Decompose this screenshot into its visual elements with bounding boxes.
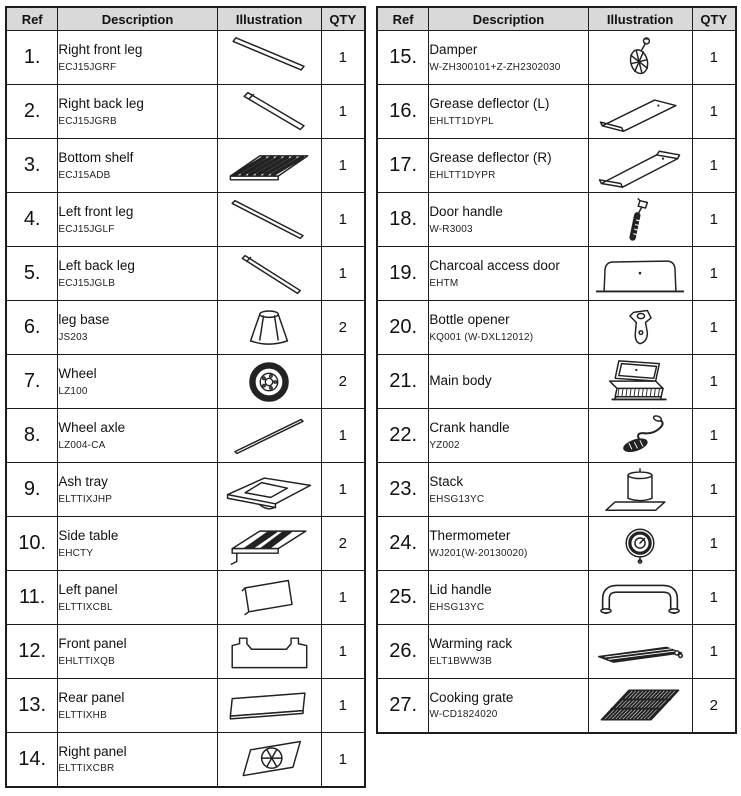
ref-cell: 5. <box>6 247 58 301</box>
table-row <box>6 355 365 409</box>
qty-cell: 1 <box>692 517 736 571</box>
description-cell <box>429 247 588 301</box>
table-body-left <box>6 31 365 787</box>
part-name: Left panel <box>58 582 118 598</box>
qty-cell: 1 <box>692 301 736 355</box>
table-row <box>6 301 365 355</box>
table-row <box>377 409 736 463</box>
table-row <box>6 733 365 787</box>
illustration-cell <box>217 463 321 517</box>
description-cell <box>429 301 588 355</box>
table-row <box>6 139 365 193</box>
description-cell <box>58 679 217 733</box>
illustration-cell <box>217 301 321 355</box>
part-name: Stack <box>429 474 464 490</box>
part-name: Right panel <box>58 744 127 760</box>
ref-cell: 25. <box>377 571 429 625</box>
illustration-cell <box>217 517 321 571</box>
part-name: Grease deflector (L) <box>429 96 550 112</box>
table-row <box>377 517 736 571</box>
part-code: ELTTIXCBR <box>58 763 115 775</box>
bottom-shelf-icon <box>218 142 321 190</box>
ref-cell: 11. <box>6 571 58 625</box>
illustration-cell <box>588 409 692 463</box>
part-code: EHCTY <box>58 547 94 559</box>
description-cell <box>58 139 217 193</box>
right-panel-icon <box>218 735 321 783</box>
table-row <box>6 193 365 247</box>
description-cell <box>429 679 588 733</box>
description-cell <box>58 193 217 247</box>
description-cell <box>58 625 217 679</box>
table-row <box>6 85 365 139</box>
description-cell <box>58 571 217 625</box>
part-code: ECJ15JGLF <box>58 223 115 235</box>
column-header-ref: Ref <box>6 7 58 31</box>
ref-cell: 26. <box>377 625 429 679</box>
illustration-cell <box>588 679 692 733</box>
part-name: Crank handle <box>429 420 510 436</box>
table-row <box>377 463 736 517</box>
qty-cell: 1 <box>321 31 365 85</box>
table-row <box>377 625 736 679</box>
qty-cell: 1 <box>692 139 736 193</box>
description-cell <box>429 517 588 571</box>
column-header-description: Description <box>58 7 217 31</box>
part-code: ECJ15JGRB <box>58 115 117 127</box>
illustration-cell <box>588 193 692 247</box>
illustration-cell <box>588 85 692 139</box>
description-cell <box>429 139 588 193</box>
illustration-cell <box>217 85 321 139</box>
rear-panel-icon <box>218 682 321 730</box>
right-back-leg-icon <box>218 88 321 136</box>
table-row <box>6 625 365 679</box>
table-row <box>6 31 365 85</box>
qty-cell: 1 <box>692 355 736 409</box>
column-header-illustration: Illustration <box>588 7 692 31</box>
crank-handle-icon <box>589 412 692 460</box>
illustration-cell <box>217 733 321 787</box>
table-row <box>6 517 365 571</box>
parts-table-right <box>376 6 737 734</box>
part-name: Left front leg <box>58 204 134 220</box>
qty-cell: 1 <box>692 625 736 679</box>
table-row <box>377 355 736 409</box>
column-header-illustration: Illustration <box>217 7 321 31</box>
qty-cell: 1 <box>321 139 365 193</box>
part-name: Grease deflector (R) <box>429 150 552 166</box>
main-body-icon <box>589 358 692 406</box>
damper-icon <box>589 34 692 82</box>
part-code: EHLTT1DYPR <box>429 169 496 181</box>
part-name: Lid handle <box>429 582 492 598</box>
qty-cell: 1 <box>321 733 365 787</box>
ref-cell: 4. <box>6 193 58 247</box>
qty-cell: 1 <box>692 463 736 517</box>
table-header-left <box>6 7 365 31</box>
cooking-grate-icon <box>589 681 692 729</box>
column-header-ref: Ref <box>377 7 429 31</box>
description-cell <box>429 463 588 517</box>
part-code: EHSG13YC <box>429 601 485 613</box>
illustration-cell <box>217 193 321 247</box>
part-code: LZ100 <box>58 385 88 397</box>
ref-cell: 16. <box>377 85 429 139</box>
ref-cell: 12. <box>6 625 58 679</box>
illustration-cell <box>588 517 692 571</box>
table-row <box>377 571 736 625</box>
description-cell <box>58 733 217 787</box>
ref-cell: 17. <box>377 139 429 193</box>
thermometer-icon <box>589 520 692 568</box>
table-row <box>377 139 736 193</box>
qty-cell: 1 <box>321 463 365 517</box>
ref-cell: 8. <box>6 409 58 463</box>
part-code: ELTTIXCBL <box>58 601 113 613</box>
wheel-icon <box>218 358 321 406</box>
part-code: EHTM <box>429 277 459 289</box>
ref-cell: 18. <box>377 193 429 247</box>
qty-cell: 1 <box>321 625 365 679</box>
door-handle-icon <box>589 196 692 244</box>
part-name: Thermometer <box>429 528 511 544</box>
qty-cell: 1 <box>321 247 365 301</box>
leg-base-icon <box>218 304 321 352</box>
part-name: Front panel <box>58 636 127 652</box>
illustration-cell <box>217 409 321 463</box>
part-code: W-ZH300101+Z-ZH2302030 <box>429 61 561 73</box>
illustration-cell <box>588 31 692 85</box>
part-code: ECJ15JGRF <box>58 61 117 73</box>
part-code: EHLTT1DYPL <box>429 115 494 127</box>
part-name: Warming rack <box>429 636 513 652</box>
description-cell <box>58 517 217 571</box>
part-code: LZ004-CA <box>58 439 106 451</box>
qty-cell: 1 <box>321 571 365 625</box>
part-name: Main body <box>429 373 492 389</box>
part-name: Bottom shelf <box>58 150 134 166</box>
description-cell <box>429 625 588 679</box>
header-row <box>6 7 365 31</box>
ref-cell: 27. <box>377 679 429 733</box>
table-row <box>6 463 365 517</box>
table-row <box>6 571 365 625</box>
illustration-cell <box>217 139 321 193</box>
illustration-cell <box>588 463 692 517</box>
part-name: Left back leg <box>58 258 135 274</box>
part-code: W-R3003 <box>429 223 473 235</box>
part-code: W-CD1824020 <box>429 709 498 721</box>
charcoal-access-door-icon <box>589 250 692 298</box>
grease-deflector-left-icon <box>589 88 692 136</box>
part-name: Ash tray <box>58 474 108 490</box>
ref-cell: 7. <box>6 355 58 409</box>
ash-tray-icon <box>218 466 321 514</box>
part-name: Right front leg <box>58 42 143 58</box>
description-cell <box>58 463 217 517</box>
description-cell <box>58 31 217 85</box>
left-panel-icon <box>218 574 321 622</box>
side-table-icon <box>218 520 321 568</box>
part-name: Bottle opener <box>429 312 510 328</box>
description-cell <box>58 409 217 463</box>
column-header-description: Description <box>429 7 588 31</box>
front-panel-icon <box>218 628 321 676</box>
qty-cell: 1 <box>321 85 365 139</box>
part-code: EHSG13YC <box>429 493 485 505</box>
table-row <box>377 31 736 85</box>
illustration-cell <box>217 571 321 625</box>
illustration-cell <box>588 625 692 679</box>
parts-table-left <box>5 6 366 788</box>
ref-cell: 19. <box>377 247 429 301</box>
ref-cell: 2. <box>6 85 58 139</box>
ref-cell: 23. <box>377 463 429 517</box>
illustration-cell <box>217 247 321 301</box>
wheel-axle-icon <box>218 412 321 460</box>
illustration-cell <box>217 355 321 409</box>
table-row <box>6 679 365 733</box>
qty-cell: 1 <box>321 679 365 733</box>
left-back-leg-icon <box>218 250 321 298</box>
qty-cell: 1 <box>692 31 736 85</box>
qty-cell: 2 <box>321 355 365 409</box>
right-front-leg-icon <box>218 34 321 82</box>
table-row <box>6 247 365 301</box>
part-code: ELT1BWW3B <box>429 655 493 667</box>
part-code: JS203 <box>58 331 88 343</box>
ref-cell: 20. <box>377 301 429 355</box>
part-code: ELTTIXHB <box>58 709 107 721</box>
part-name: Rear panel <box>58 690 125 706</box>
qty-cell: 1 <box>692 193 736 247</box>
table-row <box>6 409 365 463</box>
description-cell <box>58 85 217 139</box>
part-code: ECJ15JGLB <box>58 277 116 289</box>
description-cell <box>58 301 217 355</box>
illustration-cell <box>217 31 321 85</box>
part-name: Right back leg <box>58 96 144 112</box>
column-header-qty: QTY <box>692 7 736 31</box>
illustration-cell <box>588 247 692 301</box>
column-header-qty: QTY <box>321 7 365 31</box>
qty-cell: 1 <box>692 85 736 139</box>
ref-cell: 1. <box>6 31 58 85</box>
table-row <box>377 301 736 355</box>
left-front-leg-icon <box>218 196 321 244</box>
part-code: YZ002 <box>429 439 460 451</box>
qty-cell: 2 <box>321 301 365 355</box>
part-name: Wheel <box>58 366 97 382</box>
part-code: ECJ15ADB <box>58 169 111 181</box>
qty-cell: 1 <box>692 247 736 301</box>
table-row <box>377 247 736 301</box>
part-code: WJ201(W-20130020) <box>429 547 528 559</box>
illustration-cell <box>588 571 692 625</box>
part-name: Cooking grate <box>429 690 514 706</box>
part-name: Side table <box>58 528 119 544</box>
part-name: Damper <box>429 42 478 58</box>
description-cell <box>429 193 588 247</box>
ref-cell: 21. <box>377 355 429 409</box>
stack-icon <box>589 466 692 514</box>
qty-cell: 1 <box>321 193 365 247</box>
ref-cell: 22. <box>377 409 429 463</box>
table-row <box>377 85 736 139</box>
part-name: leg base <box>58 312 110 328</box>
ref-cell: 24. <box>377 517 429 571</box>
illustration-cell <box>588 301 692 355</box>
description-cell <box>429 355 588 409</box>
ref-cell: 10. <box>6 517 58 571</box>
ref-cell: 15. <box>377 31 429 85</box>
description-cell <box>429 571 588 625</box>
part-code: KQ001 (W-DXL12012) <box>429 331 534 343</box>
qty-cell: 2 <box>692 679 736 733</box>
part-name: Wheel axle <box>58 420 126 436</box>
description-cell <box>429 409 588 463</box>
description-cell <box>429 85 588 139</box>
table-header-right <box>377 7 736 31</box>
illustration-cell <box>588 355 692 409</box>
qty-cell: 2 <box>321 517 365 571</box>
illustration-cell <box>217 679 321 733</box>
warming-rack-icon <box>589 628 692 676</box>
ref-cell: 3. <box>6 139 58 193</box>
table-row <box>377 679 736 733</box>
grease-deflector-right-icon <box>589 142 692 190</box>
bottle-opener-icon <box>589 304 692 352</box>
description-cell <box>58 247 217 301</box>
qty-cell: 1 <box>692 571 736 625</box>
illustration-cell <box>588 139 692 193</box>
ref-cell: 6. <box>6 301 58 355</box>
lid-handle-icon <box>589 574 692 622</box>
qty-cell: 1 <box>692 409 736 463</box>
table-row <box>377 193 736 247</box>
illustration-cell <box>217 625 321 679</box>
part-name: Charcoal access door <box>429 258 560 274</box>
ref-cell: 14. <box>6 733 58 787</box>
description-cell <box>429 31 588 85</box>
qty-cell: 1 <box>321 409 365 463</box>
ref-cell: 13. <box>6 679 58 733</box>
part-code: ELTTIXJHP <box>58 493 113 505</box>
ref-cell: 9. <box>6 463 58 517</box>
part-name: Door handle <box>429 204 503 220</box>
table-body-right <box>377 31 736 733</box>
description-cell <box>58 355 217 409</box>
header-row <box>377 7 736 31</box>
part-code: EHLTTIXQB <box>58 655 115 667</box>
